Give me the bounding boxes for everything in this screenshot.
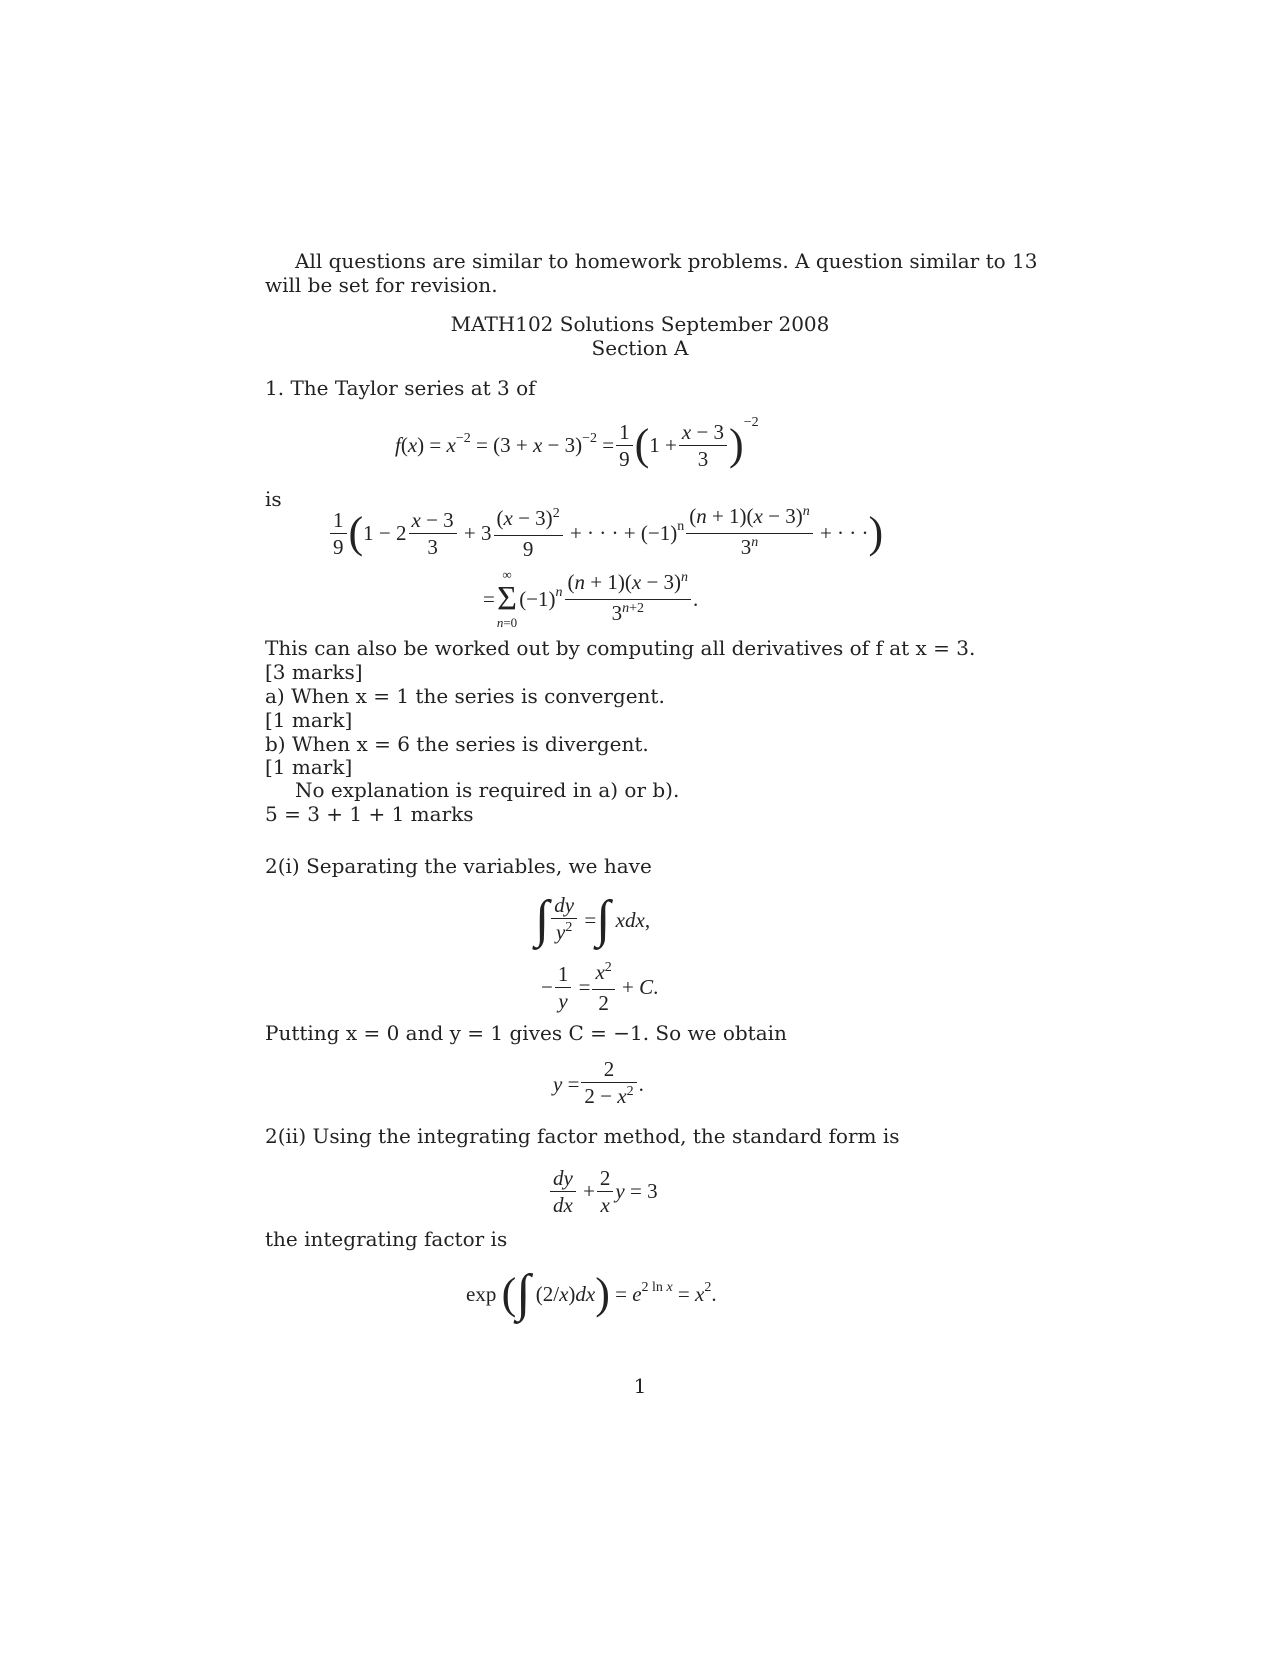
q1-part-b: b) When x = 6 the series is divergent. <box>265 732 649 756</box>
q2i-intro: 2(i) Separating the variables, we have <box>265 854 652 878</box>
equation-taylor-expansion: $\frac{1}{9}$ ( 1 − 2 $\frac{x - 3}{3}$ + 3 $\frac{(x - 3)^2}{9}$ + · · · + $(-1)^n$ $\frac{(n + 1)(x - 3)^n}{3^n}$ + · · · ) <box>328 502 883 564</box>
q1-marks-1: [3 marks] <box>265 660 363 684</box>
equation-sum-form: = ∞ Σ n=0 $(-1)^n$ $\frac{(n + 1)(x - 3)^n}{3^{n+2}}$ . <box>483 567 699 630</box>
equation-f-definition: $f(x) = x^{-2} = (3 + x - 3)^{-2}$ = $\frac{1}{9}$ ( 1 + $\frac{x - 3}{3}$ ) −2 <box>395 415 759 471</box>
q2ii-intro: 2(ii) Using the integrating factor method, the standard form is <box>265 1124 900 1148</box>
q1-marks-2: [1 mark] <box>265 708 353 732</box>
equation-integrated: − $\frac{1}{y}$ = $\frac{x^2}{2}$ + C. <box>541 959 659 1015</box>
q1-part-a: a) When x = 1 the series is convergent. <box>265 684 665 708</box>
equation-integrating-factor: exp ( ∫ (2/x)dx ) = $e^{2 ln x} = x^2$. <box>466 1265 717 1322</box>
section-heading: Section A <box>591 336 689 360</box>
intro-line-1: All questions are similar to homework problems. A question similar to 13 <box>295 249 1038 273</box>
equation-standard-form: $\frac{dy}{dx}$ + $\frac{2}{x}$ y = 3 <box>548 1162 658 1220</box>
q1-no-explanation: No explanation is required in a) or b). <box>295 778 680 802</box>
q1-is-label: is <box>265 487 282 511</box>
q2i-putting: Putting x = 0 and y = 1 gives C = −1. So we obtain <box>265 1021 787 1045</box>
q1-total-marks: 5 = 3 + 1 + 1 marks <box>265 802 474 826</box>
equation-separated-integral: ∫ $\frac{dy}{y^2}$ = ∫ xdx, <box>535 891 651 948</box>
q2ii-integrating-factor-label: the integrating factor is <box>265 1227 508 1251</box>
intro-line-2: will be set for revision. <box>265 273 498 297</box>
q1-note: This can also be worked out by computing all derivatives of f at x = 3. <box>265 636 976 660</box>
page-title: MATH102 Solutions September 2008 <box>450 312 830 336</box>
q1-marks-3: [1 mark] <box>265 755 353 779</box>
equation-y-solution: y = $\frac{2}{2 - x^2}$ . <box>553 1056 644 1108</box>
page-number: 1 <box>633 1374 647 1398</box>
q1-intro: 1. The Taylor series at 3 of <box>265 376 536 400</box>
